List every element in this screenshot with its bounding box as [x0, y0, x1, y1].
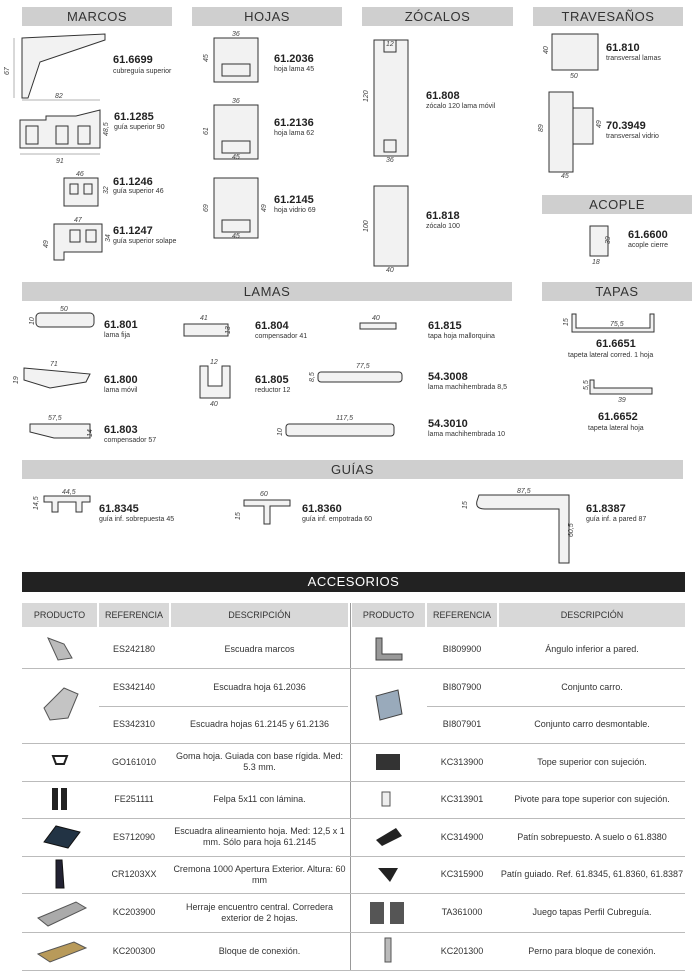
- dim-text: 50: [60, 306, 68, 313]
- profile-code: 61.8387: [586, 503, 626, 515]
- profile-description: hoja lama 62: [274, 130, 315, 137]
- dim-text: 41: [200, 315, 208, 322]
- table-cell-desc: Conjunto carro.: [561, 681, 623, 692]
- felpa-image: [50, 786, 70, 814]
- dim-text: 40: [543, 46, 550, 54]
- col-header-producto: PRODUCTO: [352, 603, 425, 627]
- profile-description: hoja lama 45: [274, 66, 315, 73]
- profile-code: 61.801: [104, 319, 138, 331]
- section-header-zocalos: ZÓCALOS: [362, 7, 513, 26]
- dim-text: 36: [232, 31, 240, 38]
- table-cell-desc: Ángulo inferior a pared.: [545, 643, 639, 654]
- profile-drawing-61-2145: [200, 172, 272, 244]
- col-header-referencia: REFERENCIA: [99, 603, 169, 627]
- profile-code: 61.1246: [113, 176, 153, 188]
- dim-text: 8,5: [309, 372, 316, 382]
- profile-drawing-61-2036: [200, 30, 270, 85]
- herraje-encuentro-image: [36, 898, 88, 928]
- profile-drawing-61-6699: [4, 30, 110, 105]
- dim-text: 15: [235, 512, 242, 520]
- profile-drawing-61-810: [540, 30, 602, 80]
- bloque-conexion-image: [36, 936, 88, 966]
- profile-description: tapeta lateral hoja: [588, 425, 644, 432]
- profile-description: guía superior 90: [114, 124, 165, 131]
- profile-description: guía inf. sobrepuesta 45: [99, 516, 175, 523]
- dim-text: 60: [260, 491, 268, 498]
- table-cell-desc: Patín guiado. Ref. 61.8345, 61.8360, 61.8387: [500, 869, 684, 879]
- profile-drawing-61-6651: [560, 308, 660, 338]
- profile-description: acople cierre: [628, 242, 669, 249]
- profile-description: lama fija: [104, 332, 131, 339]
- profile-description: guía superior solape: [113, 238, 177, 245]
- table-cell-desc: Escuadra hoja 61.2036: [213, 681, 306, 692]
- profile-drawing-61-801: [26, 303, 98, 333]
- dim-text: 40: [386, 267, 394, 274]
- dim-text: 44,5: [62, 489, 76, 496]
- profile-code: 61.1247: [113, 225, 153, 237]
- profile-description: transversal lamas: [606, 55, 661, 62]
- dim-text: 77,5: [356, 363, 370, 370]
- patin-sobrepuesto-image: [372, 824, 404, 850]
- table-cell-ref: CR1203XX: [111, 869, 157, 879]
- dim-text: 75,5: [610, 321, 624, 328]
- dim-text: 47: [74, 217, 82, 224]
- col-header-producto: PRODUCTO: [22, 603, 97, 627]
- col-header-descripcion: DESCRIPCIÓN: [171, 603, 348, 627]
- profile-code: 61.2036: [274, 53, 314, 65]
- dim-text: 89: [538, 124, 545, 132]
- profile-description: reductor 12: [255, 387, 291, 394]
- section-header-lamas: LAMAS: [22, 282, 512, 301]
- dim-text: 120: [363, 90, 370, 102]
- profile-drawing-61-815: [356, 313, 400, 335]
- dim-text: 45: [203, 54, 210, 62]
- dim-text: 50: [570, 73, 578, 80]
- profile-code: 61.6652: [598, 411, 638, 423]
- table-cell-ref: BI809900: [442, 643, 482, 654]
- profile-code: 70.3949: [606, 120, 646, 132]
- goma-hoja-image: [50, 752, 70, 770]
- escuadra-marcos-image: [44, 634, 76, 664]
- pivote-image: [374, 788, 402, 812]
- table-cell-ref: KC203900: [112, 907, 156, 917]
- table-cell-ref: TA361000: [441, 907, 483, 917]
- profile-description: lama machihembrada 10: [428, 431, 506, 438]
- table-center-divider: [350, 603, 351, 970]
- profile-drawing-61-1246: [62, 172, 112, 212]
- dim-text: 45: [232, 154, 240, 161]
- profile-description: zócalo 100: [426, 223, 460, 230]
- profile-drawing-61-6600: [586, 222, 622, 266]
- dim-text: 40: [210, 401, 218, 408]
- table-cell-ref: KC200300: [112, 945, 156, 956]
- table-cell-desc: Herraje encuentro central. Corredera exterior de 2 hojas.: [185, 901, 334, 923]
- profile-drawing-61-8345: [30, 490, 96, 520]
- table-cell-desc: Juego tapas Perfil Cubreguía.: [532, 907, 652, 917]
- profile-drawing-61-1285: [16, 110, 110, 165]
- table-cell-ref: ES342140: [112, 681, 156, 692]
- profile-drawing-61-818: [360, 180, 420, 275]
- table-cell-desc: Escuadra marcos: [224, 643, 295, 654]
- dim-text: 71: [50, 361, 58, 368]
- profile-code: 61.8360: [302, 503, 342, 515]
- dim-text: 117,5: [336, 415, 353, 422]
- profile-drawing-70-3949: [535, 88, 603, 180]
- profile-code: 61.803: [104, 424, 138, 436]
- dim-text: 40: [372, 315, 380, 322]
- dim-text: 18: [592, 259, 600, 266]
- section-header-hojas: HOJAS: [192, 7, 342, 26]
- profile-code: 61.800: [104, 374, 138, 386]
- dim-text: 49: [43, 240, 50, 248]
- tope-superior-image: [372, 748, 404, 776]
- profile-code: 61.805: [255, 374, 289, 386]
- profile-code: 61.2145: [274, 194, 314, 206]
- table-cell-desc: Conjunto carro desmontable.: [534, 719, 650, 729]
- dim-text: 39: [618, 397, 626, 404]
- col-header-referencia: REFERENCIA: [427, 603, 497, 627]
- dim-text: 45: [232, 233, 240, 240]
- conjunto-carro-image: [372, 686, 406, 724]
- dim-text: 10: [277, 428, 284, 436]
- profile-code: 61.810: [606, 42, 640, 54]
- profile-description: tapeta lateral corred. 1 hoja: [568, 352, 654, 359]
- dim-text: 14,5: [33, 496, 40, 510]
- table-cell-desc: Perno para bloque de conexión.: [528, 945, 656, 956]
- table-cell-desc: Escuadra hojas 61.2145 y 61.2136: [189, 719, 330, 729]
- dim-text: 14: [87, 429, 94, 437]
- dim-text: 19: [13, 376, 20, 384]
- dim-text: 45: [561, 173, 569, 180]
- profile-code: 61.818: [426, 210, 460, 222]
- table-cell-ref: BI807901: [442, 719, 482, 729]
- section-header-guias: GUÍAS: [22, 460, 683, 479]
- table-cell-ref: ES712090: [112, 831, 156, 842]
- profile-drawing-61-6652: [580, 374, 660, 404]
- dim-text: 69: [203, 204, 210, 212]
- section-header-tapas: TAPAS: [542, 282, 692, 301]
- dim-text: 100: [363, 220, 370, 232]
- profile-drawing-54-3008: [306, 358, 406, 388]
- profile-drawing-61-2136: [200, 95, 270, 165]
- profile-description: guía superior 46: [113, 188, 164, 195]
- profile-code: 61.8345: [99, 503, 139, 515]
- profile-code: 61.6600: [628, 229, 668, 241]
- dim-text: 49: [596, 120, 603, 128]
- table-cell-desc: Bloque de conexión.: [218, 945, 301, 956]
- table-cell-desc: Tope superior con sujeción.: [537, 756, 647, 767]
- profile-description: guía inf. empotrada 60: [302, 516, 373, 523]
- dim-text: 67: [4, 67, 11, 75]
- profile-drawing-61-808: [360, 30, 420, 165]
- patin-guiado-image: [374, 860, 402, 888]
- profile-code: 54.3010: [428, 418, 468, 430]
- dim-text: 36: [232, 98, 240, 105]
- profile-drawing-61-8360: [232, 488, 298, 530]
- angulo-inferior-image: [372, 634, 406, 664]
- dim-text: 48,5: [103, 122, 110, 136]
- dim-text: 91: [56, 158, 64, 165]
- profile-drawing-61-804: [180, 310, 234, 340]
- table-cell-ref: BI807900: [442, 681, 482, 692]
- juego-tapas-image: [366, 898, 410, 928]
- accesorios-header: ACCESORIOS: [22, 572, 685, 592]
- table-cell-ref: KC313900: [440, 756, 484, 767]
- section-header-acople: ACOPLE: [542, 195, 692, 214]
- table-cell-ref: KC315900: [440, 869, 484, 879]
- dim-text: 49: [261, 204, 268, 212]
- cremona-image: [48, 858, 72, 890]
- dim-text: 82: [55, 93, 63, 100]
- profile-drawing-54-3010: [270, 410, 400, 442]
- table-cell-desc: Felpa 5x11 con lámina.: [213, 794, 306, 804]
- table-cell-ref: ES342310: [112, 719, 156, 729]
- table-cell-ref: FE251111: [114, 794, 154, 804]
- profile-drawing-61-8387: [455, 487, 581, 567]
- profile-description: guía inf. a pared 87: [586, 516, 647, 523]
- perno-image: [378, 936, 398, 966]
- profile-description: cubreguía superior: [113, 68, 172, 75]
- profile-code: 61.808: [426, 90, 460, 102]
- escuadra-alineamiento-image: [40, 822, 84, 852]
- profile-description: compensador 57: [104, 437, 157, 444]
- profile-code: 61.6651: [596, 338, 636, 350]
- profile-drawing-61-800: [10, 358, 92, 394]
- dim-text: 39: [605, 236, 612, 244]
- table-cell-ref: KC313901: [440, 794, 484, 804]
- profile-description: compensador 41: [255, 333, 308, 340]
- profile-code: 61.2136: [274, 117, 314, 129]
- profile-description: zócalo 120 lama móvil: [426, 103, 496, 110]
- dim-text: 57,5: [48, 415, 62, 422]
- dim-text: 15: [462, 501, 469, 509]
- dim-text: 13: [225, 326, 232, 334]
- table-cell-ref: KC201300: [440, 945, 484, 956]
- table-cell-desc: Pivote para tope superior con sujeción.: [514, 794, 670, 804]
- dim-text: 34: [105, 234, 112, 242]
- escuadra-hoja-image: [40, 684, 84, 724]
- dim-text: 5,5: [583, 380, 590, 390]
- section-header-marcos: MARCOS: [22, 7, 172, 26]
- profile-code: 61.815: [428, 320, 462, 332]
- profile-drawing-61-1247: [40, 218, 112, 263]
- profile-code: 61.6699: [113, 54, 153, 66]
- table-cell-ref: GO161010: [111, 756, 157, 767]
- table-cell-ref: KC314900: [440, 831, 484, 842]
- row-divider: [22, 970, 685, 971]
- dim-text: 10: [29, 317, 36, 325]
- dim-text: 60,5: [568, 523, 575, 537]
- dim-text: 15: [563, 318, 570, 326]
- profile-description: lama machihembrada 8,5: [428, 384, 507, 391]
- profile-drawing-61-805: [196, 356, 236, 408]
- dim-text: 12: [210, 359, 218, 366]
- profile-code: 61.804: [255, 320, 289, 332]
- table-cell-ref: ES242180: [112, 643, 156, 654]
- profile-description: tapa hoja mallorquina: [428, 333, 495, 340]
- dim-text: 87,5: [517, 488, 531, 495]
- table-cell-desc: Goma hoja. Guiada con base rígida. Med: 5.3 mm.: [175, 751, 344, 772]
- profile-description: hoja vidrio 69: [274, 207, 316, 214]
- profile-drawing-61-803: [24, 410, 96, 446]
- table-cell-desc: Cremona 1000 Apertura Exterior. Altura: 60 mm: [173, 863, 346, 885]
- dim-text: 61: [203, 127, 210, 135]
- profile-code: 54.3008: [428, 371, 468, 383]
- profile-code: 61.1285: [114, 111, 154, 123]
- table-cell-desc: Patín sobrepuesto. A suelo o 61.8380: [517, 831, 667, 842]
- dim-text: 46: [76, 171, 84, 178]
- dim-text: 12: [386, 41, 394, 48]
- table-cell-desc: Escuadra alineamiento hoja. Med: 12,5 x 1 mm. Sólo para hoja 61.2145: [174, 826, 345, 847]
- section-header-travesanos: TRAVESAÑOS: [533, 7, 683, 26]
- profile-description: transversal vidrio: [606, 133, 659, 140]
- dim-text: 36: [386, 157, 394, 164]
- col-header-descripcion: DESCRIPCIÓN: [499, 603, 685, 627]
- dim-text: 32: [103, 186, 110, 194]
- profile-description: lama móvil: [104, 387, 138, 394]
